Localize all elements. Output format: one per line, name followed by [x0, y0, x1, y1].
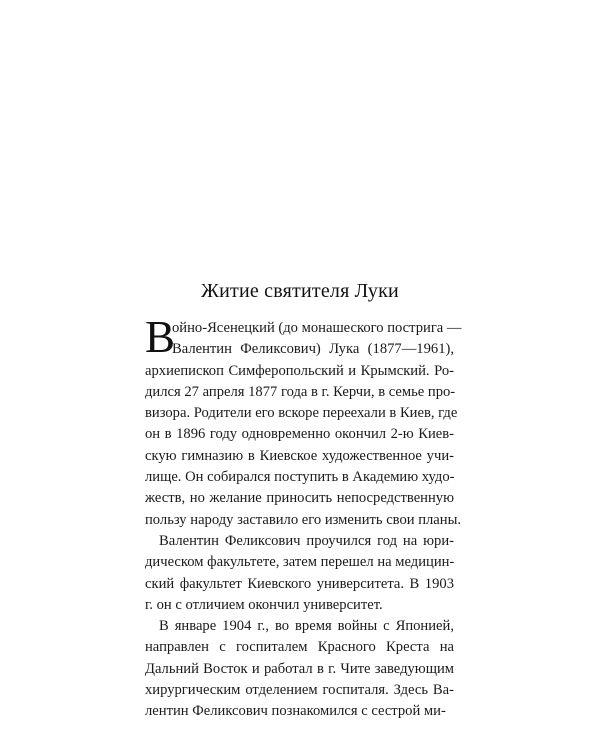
text-line: хирургическим отделением госпиталя. Здесь Ва-	[145, 682, 454, 699]
page-title: Житие святителя Луки	[201, 280, 399, 302]
text-line: направлен с госпиталем Красного Креста на	[145, 639, 454, 656]
text-line: Валентин Феликсович проучился год на юри-	[159, 532, 454, 549]
drop-cap: В	[145, 312, 176, 362]
text-line: визора. Родители его вскоре переехали в Киев, где	[145, 405, 458, 422]
text-line: дился 27 апреля 1877 года в г. Керчи, в семье про-	[145, 383, 456, 400]
body-text	[145, 312, 462, 723]
text-line: лище. Он собирался поступить в Академию худо-	[145, 469, 455, 486]
text-line: ойно-Ясенецкий (до монашеского пострига —	[172, 320, 462, 336]
text-line: дическом факультете, затем перешел на медицин-	[145, 554, 455, 571]
text-line: ский факультет Киевского университета. В 1903	[145, 575, 454, 592]
text-line: он в 1896 году одновременно окончил 2-ю Киев-	[145, 426, 454, 443]
text-line: В январе 1904 г., во время войны с Японией,	[159, 618, 454, 635]
text-line: архиепископ Симферопольский и Крымский. Ро-	[145, 362, 454, 379]
text-line: лентин Феликсович познакомился с сестрой ми-	[145, 703, 446, 720]
paragraph	[145, 531, 454, 616]
paragraphs	[145, 318, 462, 723]
paragraph	[145, 318, 462, 531]
text-line: скую гимназию в Киевское художественное учи-	[145, 447, 454, 464]
paragraph	[145, 616, 454, 722]
text-line: пользу народу заставило его изменить свои планы.	[145, 511, 462, 528]
text-line: г. он с отличием окончил университет.	[145, 596, 383, 613]
text-line: жеств, но желание приносить непосредственную	[145, 490, 454, 507]
text-line: Дальний Восток и работал в г. Чите заведующим	[145, 660, 454, 677]
text-line: Валентин Феликсович) Лука (1877—1961),	[172, 341, 454, 358]
